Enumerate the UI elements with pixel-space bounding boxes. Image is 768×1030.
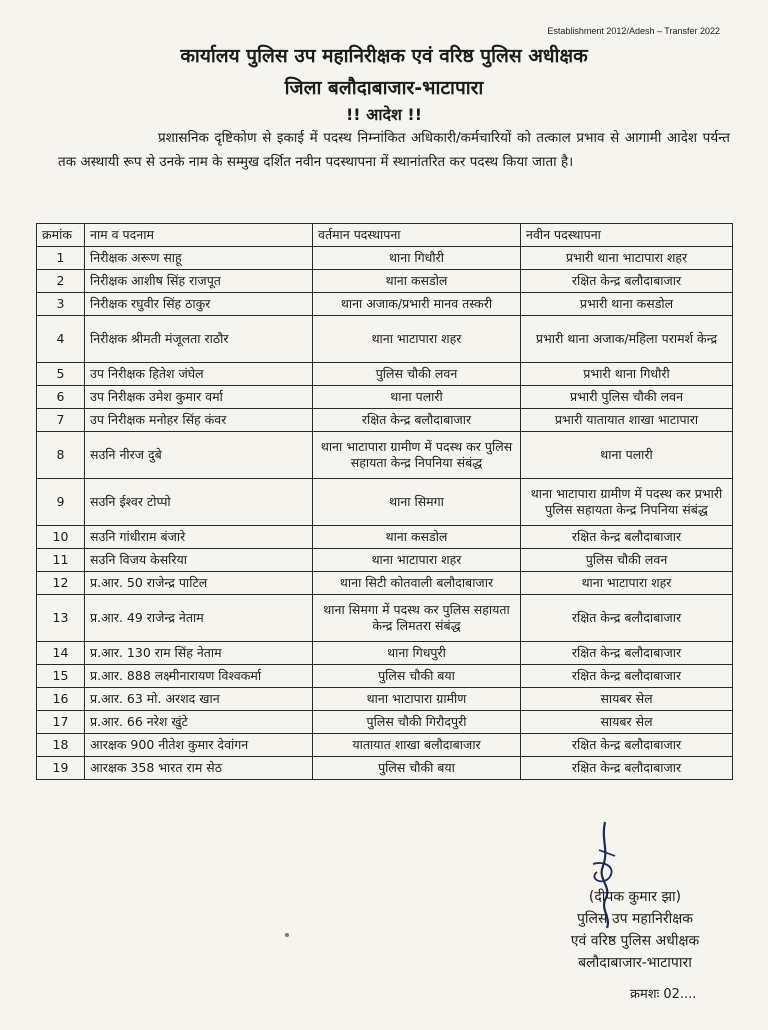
- table-row: [37, 757, 733, 780]
- row-new-posting: रक्षित केन्द्र बलौदाबाजार: [521, 642, 733, 665]
- row-new-posting: रक्षित केन्द्र बलौदाबाजार: [521, 757, 733, 780]
- row-new-posting: पुलिस चौकी लवन: [521, 549, 733, 572]
- row-name: सउनि गांधीराम बंजारे: [85, 526, 313, 549]
- row-serial: 19: [37, 757, 85, 780]
- header-serial: क्रमांक: [37, 224, 85, 247]
- row-name: उप निरीक्षक मनोहर सिंह कंवर: [85, 409, 313, 432]
- table-row: [37, 526, 733, 549]
- row-name: प्र.आर. 63 मो. अरशद खान: [85, 688, 313, 711]
- row-serial: 6: [37, 386, 85, 409]
- row-name: प्र.आर. 130 राम सिंह नेताम: [85, 642, 313, 665]
- row-name: उप निरीक्षक हितेश जंघेल: [85, 363, 313, 386]
- row-serial: 3: [37, 293, 85, 316]
- row-new-posting: रक्षित केन्द्र बलौदाबाजार: [521, 270, 733, 293]
- row-current-posting: पुलिस चौकी बया: [313, 757, 521, 780]
- row-serial: 13: [37, 595, 85, 642]
- row-current-posting: पुलिस चौकी लवन: [313, 363, 521, 386]
- table-row: [37, 363, 733, 386]
- table-row: [37, 479, 733, 526]
- row-serial: 2: [37, 270, 85, 293]
- table-row: [37, 572, 733, 595]
- row-serial: 7: [37, 409, 85, 432]
- row-current-posting: थाना कसडोल: [313, 526, 521, 549]
- row-new-posting: प्रभारी थाना गिधौरी: [521, 363, 733, 386]
- row-new-posting: रक्षित केन्द्र बलौदाबाजार: [521, 526, 733, 549]
- row-serial: 4: [37, 316, 85, 363]
- row-new-posting: सायबर सेल: [521, 688, 733, 711]
- table-row: [37, 293, 733, 316]
- row-current-posting: थाना सिटी कोतवाली बलौदाबाजार: [313, 572, 521, 595]
- row-current-posting: थाना भाटापारा ग्रामीण में पदस्थ कर पुलिस सहायता केन्द्र निपनिया संबंद्ध: [313, 432, 521, 479]
- row-new-posting: प्रभारी यातायात शाखा भाटापारा: [521, 409, 733, 432]
- table-row: [37, 247, 733, 270]
- row-name: सउनि विजय केसरिया: [85, 549, 313, 572]
- row-serial: 8: [37, 432, 85, 479]
- header-current-posting: वर्तमान पदस्थापना: [313, 224, 521, 247]
- row-new-posting: रक्षित केन्द्र बलौदाबाजार: [521, 734, 733, 757]
- row-new-posting: थाना भाटापारा ग्रामीण में पदस्थ कर प्रभारी पुलिस सहायता केन्द्र निपनिया संबंद्ध: [521, 479, 733, 526]
- row-name: आरक्षक 358 भारत राम सेठ: [85, 757, 313, 780]
- table-header-row: [37, 224, 733, 247]
- header-name: नाम व पदनाम: [85, 224, 313, 247]
- table-row: [37, 734, 733, 757]
- row-current-posting: थाना पलारी: [313, 386, 521, 409]
- row-name: प्र.आर. 49 राजेन्द्र नेताम: [85, 595, 313, 642]
- row-new-posting: प्रभारी थाना कसडोल: [521, 293, 733, 316]
- district-heading: जिला बलौदाबाजार-भाटापारा: [284, 77, 484, 99]
- row-name: सउनि ईश्वर टोप्पो: [85, 479, 313, 526]
- row-serial: 9: [37, 479, 85, 526]
- row-serial: 16: [37, 688, 85, 711]
- table-row: [37, 432, 733, 479]
- row-name: निरीक्षक आशीष सिंह राजपूत: [85, 270, 313, 293]
- row-name: सउनि नीरज दुबे: [85, 432, 313, 479]
- header-new-posting: नवीन पदस्थापना: [521, 224, 733, 247]
- row-new-posting: थाना भाटापारा शहर: [521, 572, 733, 595]
- row-new-posting: प्रभारी थाना अजाक/महिला परामर्श केन्द्र: [521, 316, 733, 363]
- row-serial: 1: [37, 247, 85, 270]
- table-row: [37, 386, 733, 409]
- office-heading: कार्यालय पुलिस उप महानिरीक्षक एवं वरिष्ठ पुलिस अधीक्षक: [180, 45, 588, 67]
- row-current-posting: थाना गिधौरी: [313, 247, 521, 270]
- table-row: [37, 316, 733, 363]
- row-current-posting: थाना भाटापारा शहर: [313, 549, 521, 572]
- order-title: !! आदेश !!: [345, 105, 423, 124]
- row-current-posting: थाना सिमगा: [313, 479, 521, 526]
- row-new-posting: रक्षित केन्द्र बलौदाबाजार: [521, 665, 733, 688]
- continuation-note: क्रमशः 02....: [630, 987, 697, 1002]
- table-row: [37, 665, 733, 688]
- row-serial: 11: [37, 549, 85, 572]
- row-serial: 5: [37, 363, 85, 386]
- row-name: निरीक्षक अरूण साहू: [85, 247, 313, 270]
- order-intro: प्रशासनिक दृष्टिकोण से इकाई में पदस्थ निम्नांकित अधिकारी/कर्मचारियों को तत्काल प्रभाव से आगामी आदेश पर्यन्त तक अस्थायी रूप से उनके नाम के सम्मुख दर्शित नवीन पदस्थापना में स्थानांतरित कर पदस्थ किया जाता है।: [58, 130, 730, 170]
- row-name: प्र.आर. 888 लक्ष्मीनारायण विश्वकर्मा: [85, 665, 313, 688]
- row-current-posting: रक्षित केन्द्र बलौदाबाजार: [313, 409, 521, 432]
- table-row: [37, 711, 733, 734]
- row-new-posting: प्रभारी थाना भाटापारा शहर: [521, 247, 733, 270]
- row-name: प्र.आर. 50 राजेन्द्र पाटिल: [85, 572, 313, 595]
- table-row: [37, 409, 733, 432]
- row-name: निरीक्षक रघुवीर सिंह ठाकुर: [85, 293, 313, 316]
- table-row: [37, 270, 733, 293]
- row-serial: 14: [37, 642, 85, 665]
- row-current-posting: थाना भाटापारा ग्रामीण: [313, 688, 521, 711]
- row-name: प्र.आर. 66 नरेश खुंटे: [85, 711, 313, 734]
- signatory-location: बलौदाबाजार-भाटापारा: [578, 955, 692, 971]
- row-name: निरीक्षक श्रीमती मंजूलता राठौर: [85, 316, 313, 363]
- signatory-name: (दीपक कुमार झा): [588, 889, 682, 905]
- transfer-table: [36, 223, 733, 780]
- row-new-posting: प्रभारी पुलिस चौकी लवन: [521, 386, 733, 409]
- row-serial: 18: [37, 734, 85, 757]
- row-serial: 15: [37, 665, 85, 688]
- table-body: [37, 247, 733, 780]
- row-serial: 17: [37, 711, 85, 734]
- row-current-posting: पुलिस चौकी बया: [313, 665, 521, 688]
- row-serial: 10: [37, 526, 85, 549]
- table-row: [37, 642, 733, 665]
- row-current-posting: थाना अजाक/प्रभारी मानव तस्करी: [313, 293, 521, 316]
- row-serial: 12: [37, 572, 85, 595]
- stain-mark: [285, 933, 289, 937]
- table-row: [37, 549, 733, 572]
- row-current-posting: थाना सिमगा में पदस्थ कर पुलिस सहायता केन्द्र लिमतरा संबंद्ध: [313, 595, 521, 642]
- row-new-posting: थाना पलारी: [521, 432, 733, 479]
- signatory-designation-1: पुलिस उप महानिरीक्षक: [576, 911, 694, 927]
- row-name: आरक्षक 900 नीतेश कुमार देवांगन: [85, 734, 313, 757]
- reference-number: Establishment 2012/Adesh – Transfer 2022: [547, 26, 720, 36]
- row-name: उप निरीक्षक उमेश कुमार वर्मा: [85, 386, 313, 409]
- row-new-posting: रक्षित केन्द्र बलौदाबाजार: [521, 595, 733, 642]
- table-row: [37, 688, 733, 711]
- signatory-designation-2: एवं वरिष्ठ पुलिस अधीक्षक: [570, 933, 700, 949]
- row-current-posting: यातायात शाखा बलौदाबाजार: [313, 734, 521, 757]
- row-current-posting: थाना भाटापारा शहर: [313, 316, 521, 363]
- signature-block: [555, 886, 715, 974]
- row-current-posting: थाना कसडोल: [313, 270, 521, 293]
- row-current-posting: थाना गिधपुरी: [313, 642, 521, 665]
- row-current-posting: पुलिस चौकी गिरौदपुरी: [313, 711, 521, 734]
- table-row: [37, 595, 733, 642]
- row-new-posting: सायबर सेल: [521, 711, 733, 734]
